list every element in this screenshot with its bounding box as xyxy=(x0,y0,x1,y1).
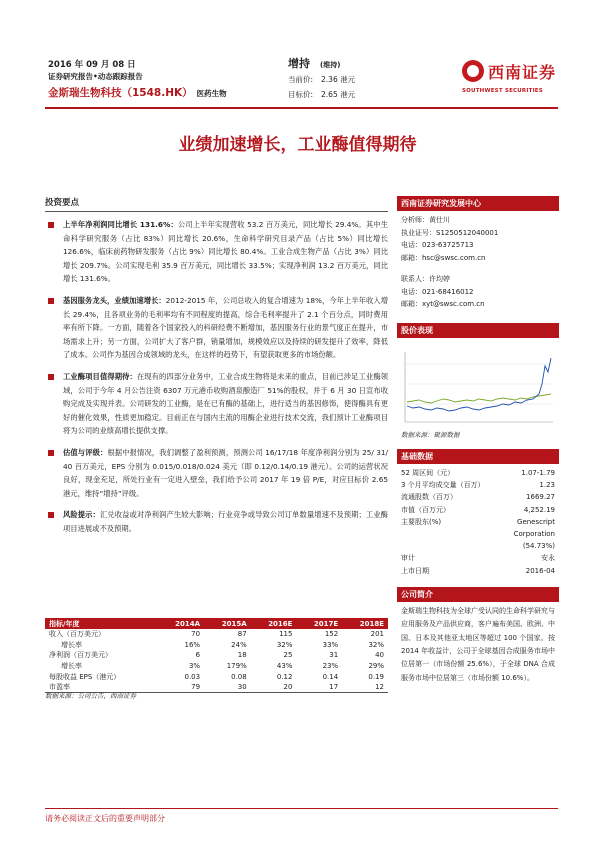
sector-label: 医药生物 xyxy=(196,89,227,98)
basic-data-value: 1.07-1.79 xyxy=(521,468,555,477)
stock-chart xyxy=(397,338,559,430)
basic-data-key xyxy=(401,528,514,540)
highlight-lead: 基因服务龙头，业绩加速增长： xyxy=(63,295,166,305)
table-cell: 16% xyxy=(184,640,201,649)
basic-data-key: 审计 xyxy=(401,554,415,563)
row-label: 每股收益 EPS（港元） xyxy=(49,672,121,681)
basic-data-row xyxy=(397,504,559,516)
table-cell: 201 xyxy=(370,630,384,639)
company-name-text: 金斯瑞生物科技（1548.HK） xyxy=(48,87,193,99)
table-cell: 87 xyxy=(237,630,247,639)
basic-data-key: 52 周区间（元） xyxy=(401,468,455,477)
basic-data-value: 2016-04 xyxy=(525,566,555,575)
highlight-item xyxy=(45,294,388,362)
highlight-text: 汇兑收益或对净利润产生较大影响；行业竞争或导致公司订单数量增速不及预期；工业酶项目进展或不及预期。 xyxy=(63,510,389,533)
table-header-row xyxy=(45,618,388,629)
row-label: 市盈率 xyxy=(45,682,157,693)
basic-data-value: Genescript xyxy=(517,517,555,526)
basic-data-key xyxy=(401,540,523,552)
basic-data-key: 上市日期 xyxy=(401,566,429,575)
highlight-text: 公司上半年实现营收 53.2 百万美元，同比增长 29.4%。其中生命科学研究服务（占比 83%）同比增长 20.6%，生命科学研究目录产品（占比 5%）同比增长 126.6%，临床前药物研发服务（占比 9%）同比增长 80.4%。工业合成生物产品（占比 3%）同比增长 209.7%。公司实现毛利 35.9 百万美元，同比增长 33.5%；实现净利润 13.2 百万美元，同比增长 131.6%。 xyxy=(63,220,388,284)
logo-en: SOUTHWEST SECURITIES xyxy=(462,88,543,94)
highlight-item xyxy=(45,446,388,500)
basic-data-value: 4,252.19 xyxy=(523,505,555,514)
highlight-item xyxy=(45,218,388,286)
rating-sub: (维持) xyxy=(320,61,341,69)
table-row xyxy=(45,671,388,682)
highlight-text: 在现有的四部分业务中，工业合成生物将是未来的重点，目前已涉足工业酶领域，公司于今年 4 月公告注资 6307 万元港币收购酒泉酿造厂 51%的股权，并于 6 月 30 日宣布收购完成及实现并表。公司研发的工业酶，是在已有酶的基础上，进行适当的基因修饰，使得酶具有更好的催化效果，性质更加稳定。目前正在与国内主流的用酶企业进行技术交流，我们预计工业酶项目将为公司的业绩高增长提供支撑。 xyxy=(63,371,389,436)
company-name xyxy=(48,85,227,100)
basic-data-row xyxy=(397,516,559,528)
table-cell: 18 xyxy=(237,651,247,660)
row-label: 收入（百万美元） xyxy=(49,630,105,639)
table-cell: 0.14 xyxy=(322,672,339,681)
table-cell: 6 xyxy=(195,651,201,660)
basic-data-row xyxy=(397,540,559,552)
basic-data-heading: 基础数据 xyxy=(397,449,559,464)
report-title: 业绩加速增长，工业酶值得期待 xyxy=(178,135,417,155)
analyst-name: 黄仕川 xyxy=(429,216,450,224)
phone-label: 电话： xyxy=(401,241,422,250)
table-row xyxy=(45,640,388,651)
brand-logo xyxy=(462,60,562,104)
table-cell: 152 xyxy=(324,630,339,639)
bullet-square-icon xyxy=(48,298,54,304)
table-header-cell: 2017E xyxy=(296,618,342,629)
license-label: 执业证号： xyxy=(401,228,436,237)
row-label: 增长率 xyxy=(61,640,82,649)
basic-data-key: 市值（百万元） xyxy=(401,505,450,514)
table-row xyxy=(45,629,388,640)
row-label: 增长率 xyxy=(61,662,82,671)
table-header-cell: 指标/年度 xyxy=(45,618,157,629)
basic-data-key: 主要股东(%) xyxy=(401,517,442,526)
highlight-item xyxy=(45,508,388,535)
highlight-lead: 上半年净利润同比增长 131.6%： xyxy=(63,220,178,229)
report-date: 2016 年 09 月 08 日 xyxy=(48,60,136,70)
highlights-section xyxy=(45,196,388,543)
table-cell: 0.03 xyxy=(184,672,201,681)
sidebar xyxy=(397,196,559,685)
table-cell: 29% xyxy=(368,662,384,671)
basic-data-row xyxy=(397,528,559,540)
basic-data-key: 流通股数（百万） xyxy=(401,493,457,502)
basic-data-list xyxy=(397,464,559,577)
highlight-lead: 估值与评级： xyxy=(63,447,108,457)
table-cell: 0.12 xyxy=(276,672,293,681)
highlight-text: 2012-2015 年，公司总收入的复合增速为 18%，今年上半年收入增长 29.4%，且各项业务的毛利率均有不同程度的提高，综合毛利率提升了 2.1 个百分点，同时费用率有所下降。一方面，随着各个国家投入的科研经费不断增加，基因服务行业的景气度正在提升，市场需求上升；另一方面，公司扩大了客户群，销量增加，规模效应以及持续的研发提升了效率，降低了成本。公司作为基因合成领域的龙头，在这样的趋势下，有望获取更多的市场份额。 xyxy=(63,295,388,360)
table-cell: 20 xyxy=(251,682,297,693)
basic-data-value: 1.23 xyxy=(539,481,555,490)
table-cell: 3% xyxy=(188,662,201,671)
highlights-heading: 投资要点 xyxy=(45,196,388,212)
contact-phone: 021-68416012 xyxy=(422,287,474,296)
table-cell: 24% xyxy=(231,640,247,649)
bullet-square-icon xyxy=(48,512,54,518)
bullet-square-icon xyxy=(48,450,54,456)
table-cell: 23% xyxy=(322,662,339,671)
basic-data-row xyxy=(397,467,559,479)
target-price: 2.65 港元 xyxy=(321,90,356,99)
research-center-heading: 西南证券研究发展中心 xyxy=(397,196,559,211)
basic-data-key: 3 个月平均成交量（百万） xyxy=(401,481,485,490)
table-source: 数据来源：公司公告，西南证券 xyxy=(45,692,136,700)
table-cell: 0.19 xyxy=(368,672,384,681)
current-price-label: 当前价: xyxy=(288,75,314,84)
index-series-line xyxy=(407,394,551,403)
highlight-text: 根据中报情况，我们调整了盈利预测，预测公司 16/17/18 年度净利润分别为 25/ 31/ 40 百万美元，EPS 分别为 0.015/0.018/0.024 美元（即 0.12/0.14/0.19 港元）。公司的运营状况良好，现金充足，所处行业有一定进入壁垒，我们给予公司 2017 年 19 倍 P/E，对应目标价 2.65 港元，维持“增持”评级。 xyxy=(63,447,388,498)
license-number: S1250512040001 xyxy=(436,228,499,237)
basic-data-value: 安永 xyxy=(541,554,555,563)
bullet-square-icon xyxy=(48,374,54,380)
table-cell: 32% xyxy=(276,640,293,649)
table-cell: 179% xyxy=(226,662,247,671)
header-divider xyxy=(45,107,558,109)
company-profile-heading: 公司简介 xyxy=(397,587,559,602)
table-header-cell: 2014A xyxy=(157,618,204,629)
table-header-cell: 2016E xyxy=(251,618,297,629)
table-cell: 32% xyxy=(368,640,384,649)
table-row xyxy=(45,650,388,661)
logo-cn: 西南证券 xyxy=(488,63,557,82)
table-cell: 115 xyxy=(279,630,293,639)
financial-table xyxy=(45,618,388,693)
table-header-cell: 2018E xyxy=(342,618,388,629)
contact-label: 联系人： xyxy=(401,274,429,283)
stock-chart-svg xyxy=(399,344,557,428)
basic-data-row xyxy=(397,491,559,503)
table-cell: 17 xyxy=(296,682,342,693)
table-cell: 12 xyxy=(342,682,388,693)
table-cell: 79 xyxy=(157,682,204,693)
contact-name: 许均婷 xyxy=(429,274,450,283)
contact-email[interactable]: xyt@swsc.com.cn xyxy=(422,300,485,309)
basic-data-row xyxy=(397,479,559,491)
current-price: 2.36 港元 xyxy=(321,75,356,84)
contact-email-label: 邮箱： xyxy=(401,300,422,309)
contact-phone-label: 电话： xyxy=(401,287,422,296)
stock-chart-source: 数据来源：聚源数据 xyxy=(401,430,460,439)
table-cell: 31 xyxy=(329,651,339,660)
basic-data-row xyxy=(397,552,559,564)
analyst-phone: 023-63725713 xyxy=(422,241,474,250)
analyst-email[interactable]: hsc@swsc.com.cn xyxy=(422,254,486,263)
price-block xyxy=(288,72,355,102)
table-cell: 40 xyxy=(375,651,384,660)
highlights-list xyxy=(45,218,388,535)
table-cell: 33% xyxy=(322,640,339,649)
table-header-cell: 2015A xyxy=(204,618,251,629)
target-price-label: 目标价: xyxy=(288,90,314,99)
bullet-square-icon xyxy=(48,222,54,228)
table-row xyxy=(45,661,388,672)
logo-mark-icon xyxy=(462,60,484,82)
footer-divider xyxy=(45,808,558,809)
report-type: 证券研究报告•动态跟踪报告 xyxy=(48,72,143,81)
table-cell: 25 xyxy=(283,651,293,660)
footer-disclaimer: 请务必阅读正文后的重要声明部分 xyxy=(45,814,165,823)
rating-value: 增持 xyxy=(288,57,310,70)
highlight-lead: 风险提示： xyxy=(63,510,100,520)
company-profile-text: 金斯瑞生物科技为全球广受认同的生命科学研究与应用服务及产品供应商，客户遍布美国、欧洲、中国、日本及其他亚太地区等超过 100 个国家。按 2014 年收益计，公司于全球基因合成服务市场中位居第一（市场份额 25.6%），于全球 DNA 合成服务市场中位居第三（市场份额 10.6%）。 xyxy=(401,606,555,682)
analyst-block xyxy=(397,211,559,311)
table-cell: 70 xyxy=(191,630,201,639)
row-label: 净利润（百万美元） xyxy=(49,651,112,660)
rating xyxy=(288,55,340,71)
analyst-label: 分析师： xyxy=(401,216,429,224)
basic-data-value: Corporation xyxy=(513,529,555,538)
basic-data-value: (54.73%) xyxy=(522,542,555,551)
basic-data-value: 1669.27 xyxy=(526,493,555,502)
email-label: 邮箱： xyxy=(401,254,422,263)
highlight-item xyxy=(45,370,388,438)
highlight-lead: 工业酶项目值得期待： xyxy=(63,371,137,381)
table-cell: 0.08 xyxy=(231,672,247,681)
table-cell: 30 xyxy=(204,682,251,693)
table-cell: 43% xyxy=(276,662,293,671)
basic-data-row xyxy=(397,565,559,577)
table-body xyxy=(45,629,388,693)
stock-chart-heading: 股价表现 xyxy=(397,323,559,338)
